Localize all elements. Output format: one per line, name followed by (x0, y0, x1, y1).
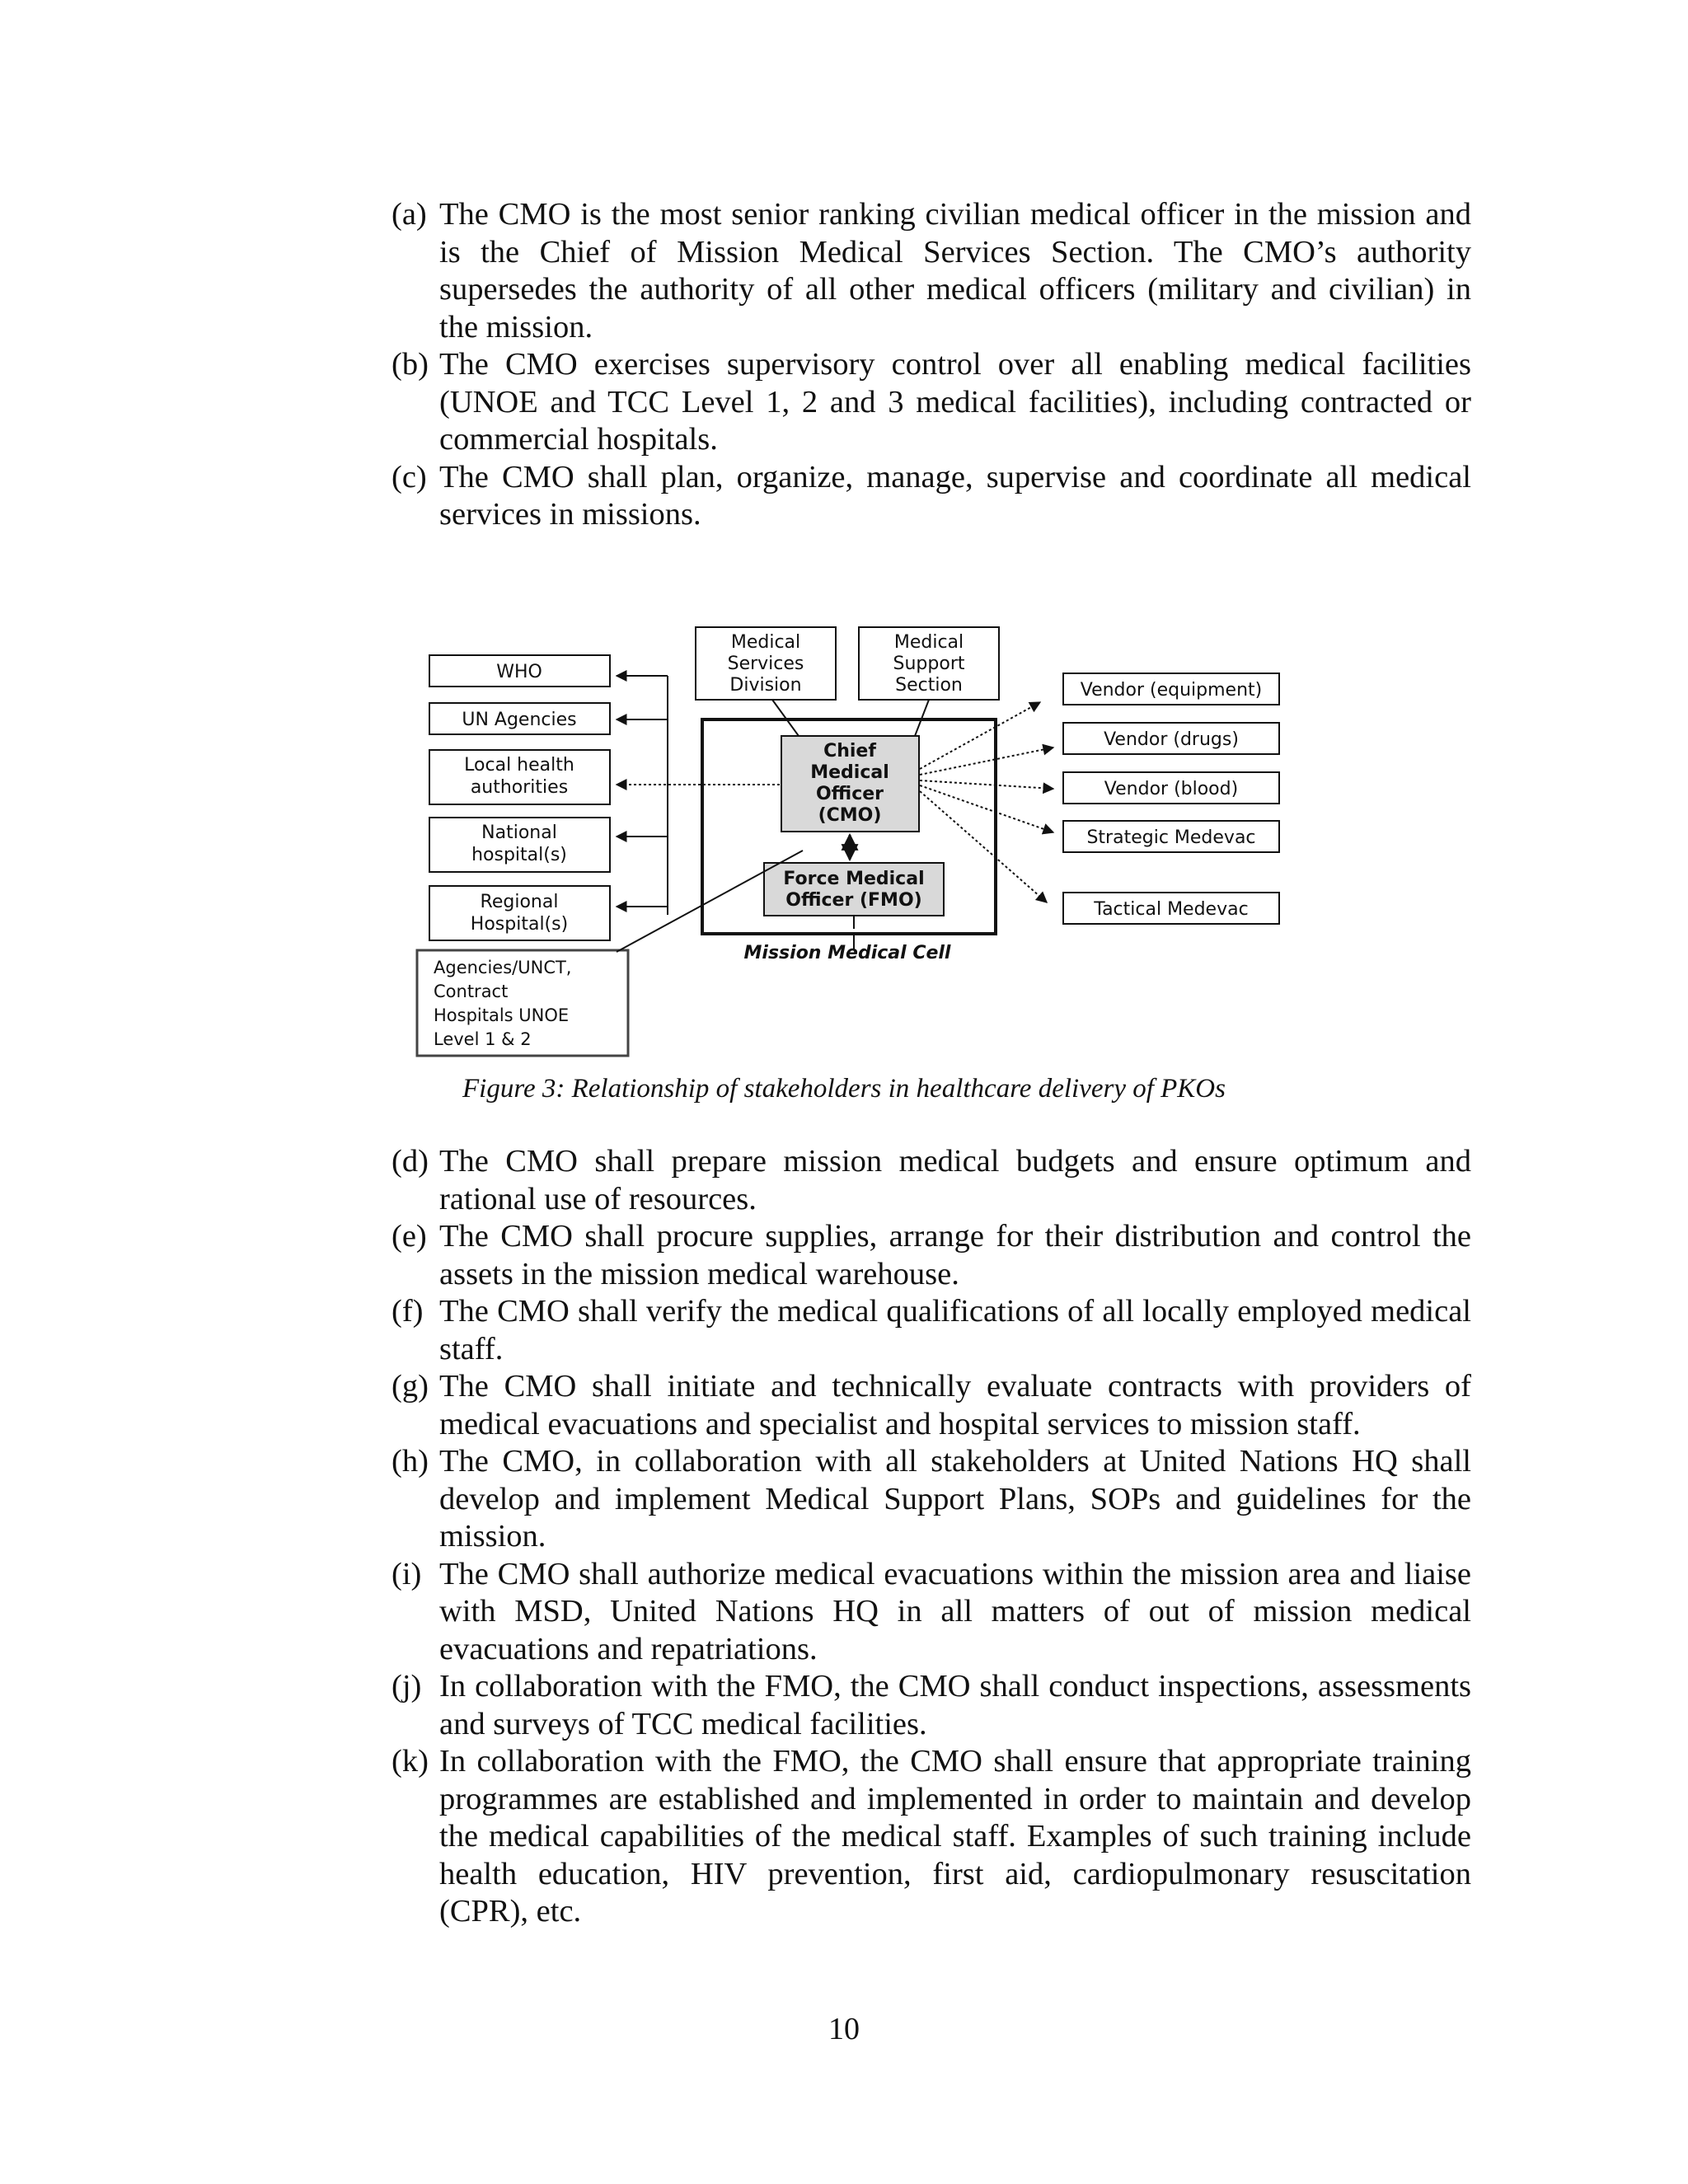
mss-line-2: Support (893, 654, 965, 674)
responsibilities-list-bottom (392, 1143, 1471, 1931)
list-item (392, 459, 1471, 534)
who-label: WHO (496, 662, 542, 682)
item-marker: (i) (392, 1556, 422, 1591)
regional-hospital-label-2: Hospital(s) (470, 914, 569, 935)
list-item (392, 196, 1471, 346)
cmo-line-2: Medical (810, 762, 889, 783)
right-stakeholders (1063, 673, 1279, 924)
item-marker: (j) (392, 1669, 422, 1704)
msd-line-1: Medical (730, 632, 801, 653)
tactical-medevac-label: Tactical Medevac (1094, 899, 1249, 920)
list-item (392, 1556, 1471, 1669)
list-item (392, 1293, 1471, 1368)
mss-line-1: Medical (893, 632, 964, 653)
local-health-label-2: authorities (470, 777, 569, 798)
vendor-drugs-label: Vendor (drugs) (1104, 729, 1239, 750)
item-text: The CMO shall authorize medical evacuations within the mission area and liaise with MSD, United Nations HQ in all matters of out of mission medical evacuations and repatriations. (439, 1556, 1471, 1666)
item-text: In collaboration with the FMO, the CMO shall ensure that appropriate training programmes are established and implemented in order to maintain and develop the medical capabilities of the medical staff. Examples of such training include health education, HIV prevention, first aid, cardiopulmonary resuscitation (CPR), etc. (439, 1744, 1471, 1929)
agencies-line-3: Hospitals UNOE (434, 1005, 570, 1025)
left-stakeholders (429, 655, 610, 940)
page-number: 10 (828, 2012, 860, 2046)
item-marker: (c) (392, 459, 427, 494)
item-text: In collaboration with the FMO, the CMO shall conduct inspections, assessments and surveys of TCC medical facilities. (439, 1669, 1471, 1741)
top-boxes (696, 627, 999, 700)
national-hospital-label-2: hospital(s) (471, 845, 567, 865)
item-marker: (g) (392, 1369, 429, 1404)
list-item (392, 1368, 1471, 1443)
fmo-line-2: Officer (FMO) (785, 890, 922, 911)
item-marker: (h) (392, 1444, 429, 1479)
item-text: The CMO is the most senior ranking civilian medical officer in the mission and is the Chief of Mission Medical Services Section. The CMO’s authority supersedes the authority of all other medical officers (military and civilian) in the mission. (439, 197, 1471, 344)
local-health-label-1: Local health (464, 755, 574, 776)
cmo-line-3: Officer (815, 784, 884, 804)
list-item (392, 1143, 1471, 1218)
vendor-blood-label: Vendor (blood) (1104, 779, 1239, 799)
left-bracket-connector (617, 676, 668, 915)
item-marker: (e) (392, 1219, 427, 1254)
cmo-line-1: Chief (823, 741, 876, 762)
item-marker: (f) (392, 1294, 424, 1329)
figure-caption: Figure 3: Relationship of stakeholders in healthcare delivery of PKOs (462, 1074, 1226, 1104)
item-text: The CMO, in collaboration with all stakeholders at United Nations HQ shall develop and implement Medical Support Plans, SOPs and guidelines for the mission. (439, 1444, 1471, 1554)
un-agencies-label: UN Agencies (462, 710, 577, 730)
cell-label: Mission Medical Cell (743, 943, 951, 963)
mission-medical-cell (702, 700, 996, 963)
responsibilities-list-top (392, 196, 1471, 534)
item-text: The CMO shall initiate and technically evaluate contracts with providers of medical evacuations and specialist and hospital services to mission staff. (439, 1369, 1471, 1441)
item-marker: (d) (392, 1144, 429, 1179)
msd-line-3: Division (729, 675, 802, 696)
item-marker: (a) (392, 197, 427, 232)
item-text: The CMO shall prepare mission medical budgets and ensure optimum and rational use of resources. (439, 1144, 1471, 1216)
msd-line-2: Services (727, 654, 804, 674)
item-marker: (k) (392, 1744, 429, 1779)
list-item (392, 1743, 1471, 1931)
agencies-line-2: Contract (434, 982, 509, 1001)
cmo-line-4: (CMO) (818, 805, 882, 826)
agencies-line-4: Level 1 & 2 (434, 1029, 532, 1049)
list-item (392, 1668, 1471, 1743)
stakeholder-diagram (404, 622, 1343, 1067)
vendor-equipment-label: Vendor (equipment) (1080, 680, 1263, 701)
list-item (392, 1218, 1471, 1293)
strategic-medevac-label: Strategic Medevac (1086, 827, 1256, 848)
item-text: The CMO shall verify the medical qualifications of all locally employed medical staff. (439, 1294, 1471, 1366)
national-hospital-label-1: National (481, 823, 557, 843)
item-text: The CMO shall plan, organize, manage, supervise and coordinate all medical services in missions. (439, 459, 1471, 532)
list-item (392, 1443, 1471, 1556)
fmo-line-1: Force Medical (783, 869, 925, 889)
agencies-box-group (417, 950, 628, 1056)
agencies-line-1: Agencies/UNCT, (434, 958, 572, 977)
item-text: The CMO shall procure supplies, arrange for their distribution and control the assets in the mission medical warehouse. (439, 1219, 1471, 1291)
item-marker: (b) (392, 347, 429, 382)
list-item (392, 346, 1471, 459)
mss-line-3: Section (895, 675, 963, 696)
regional-hospital-label-1: Regional (480, 892, 559, 912)
item-text: The CMO exercises supervisory control over all enabling medical facilities (UNOE and TCC Level 1, 2 and 3 medical facilities), including contracted or commercial hospitals. (439, 347, 1471, 457)
